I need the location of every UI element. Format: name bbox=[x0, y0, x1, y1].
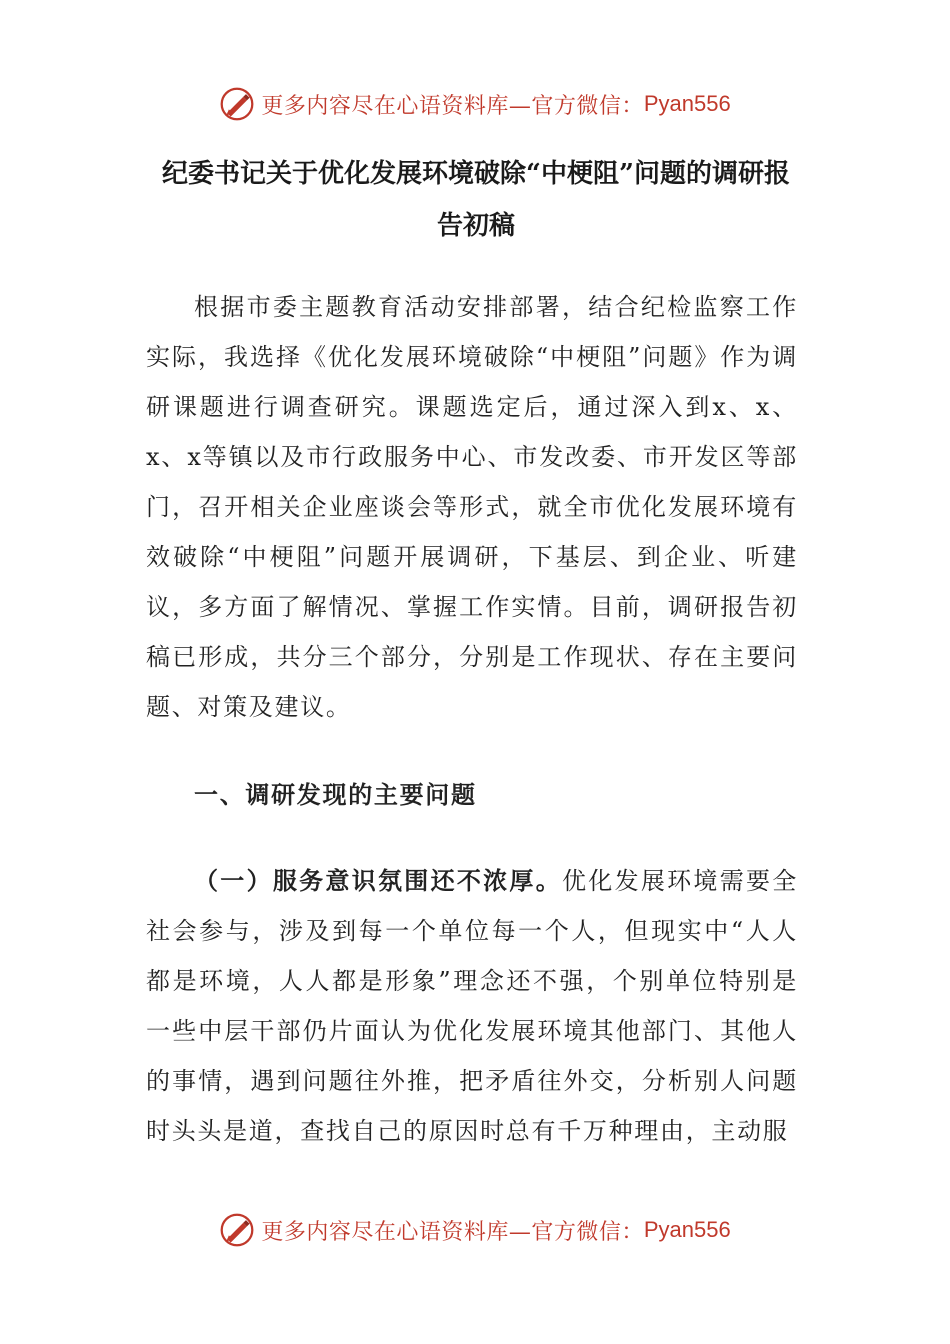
sub-section-body: 优化发展环境需要全社会参与，涉及到每一个单位每一个人，但现实中“人人都是环境，人人都是形象”理念还不强，个别单位特别是一些中层干部仍片面认为优化发展环境其他部门、其他人的事情，遇到问题往外推，把矛盾往外交，分析别人问题时头头是道，查找自己的原因时总有千万种理由，主动服 bbox=[146, 867, 798, 1145]
banner-text: 更多内容尽在心语资料库—官方微信： bbox=[261, 1219, 644, 1245]
title-line-2: 告初稿 bbox=[436, 211, 515, 241]
footer-banner bbox=[0, 1210, 950, 1250]
sub-section-paragraph bbox=[146, 856, 798, 1156]
document-body bbox=[146, 282, 798, 1156]
pen-logo-icon bbox=[219, 1212, 255, 1248]
banner-text: 更多内容尽在心语资料库—官方微信： bbox=[261, 93, 644, 119]
banner-wechat-id: Pyan556 bbox=[643, 91, 731, 116]
header-banner bbox=[0, 84, 950, 124]
banner-wechat-id: Pyan556 bbox=[643, 1217, 731, 1242]
title-line-1: 纪委书记关于优化发展环境破除“中梗阻”问题的调研报 bbox=[162, 159, 790, 189]
intro-paragraph: 根据市委主题教育活动安排部署，结合纪检监察工作实际，我选择《优化发展环境破除“中梗阻”问题》作为调研课题进行调查研究。课题选定后，通过深入到x、x、x、x等镇以及市行政服务中心、市发改委、市开发区等部门，召开相关企业座谈会等形式，就全市优化发展环境有效破除“中梗阻”问题开展调研，下基层、到企业、听建议，多方面了解情况、掌握工作实情。目前，调研报告初稿已形成，共分三个部分，分别是工作现状、存在主要问题、对策及建议。 bbox=[146, 293, 798, 721]
pen-logo-icon bbox=[219, 86, 255, 122]
document-title bbox=[146, 148, 806, 252]
sub-section-lead: （一）服务意识氛围还不浓厚。 bbox=[194, 866, 562, 895]
section-heading: 一、调研发现的主要问题 bbox=[194, 780, 477, 809]
